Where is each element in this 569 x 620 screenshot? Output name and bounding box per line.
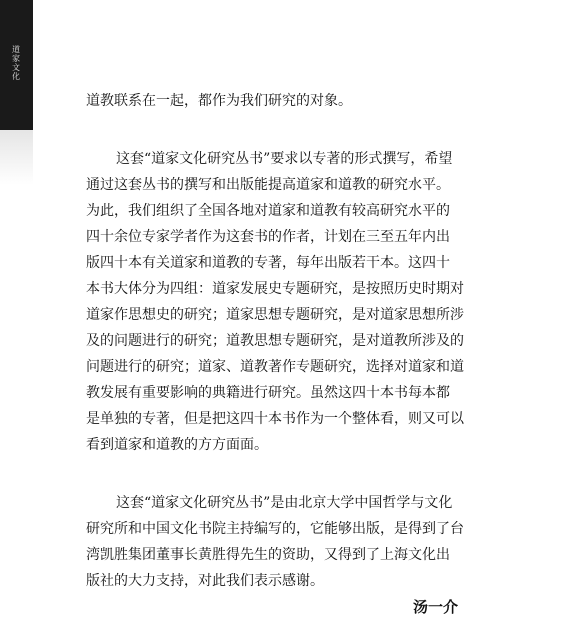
text-line: 湾凯胜集团董事长黄胜得先生的资助，又得到了上海文化出 [86,547,450,563]
text-line: 本书大体分为四组：道家发展史专题研究，是按照历史时期对 [86,281,464,297]
text-line: 道家作思想史的研究；道家思想专题研究，是对道家思想所涉 [86,307,464,323]
text-line: 研究所和中国文化书院主持编写的，它能够出版，是得到了台 [86,521,464,537]
text-line: 版四十本有关道家和道教的专著，每年出版若干本。这四十 [86,255,450,271]
text-line: 为此，我们组织了全国各地对道家和道教有较高研究水平的 [86,203,450,219]
spine-shadow [0,130,33,185]
book-spine-strip [0,0,33,130]
text-line: 四十余位专家学者作为这套书的作者，计划在三至五年内出 [86,229,450,245]
text-line: 问题进行的研究；道家、道教著作专题研究，选择对道家和道 [86,359,464,375]
paragraph-3 [86,490,498,594]
text-line: 教发展有重要影响的典籍进行研究。虽然这四十本书每本都 [86,385,450,401]
text-line: 看到道家和道教的方方面面。 [86,437,268,453]
paragraph-2 [86,146,498,458]
text-line: 版社的大力支持，对此我们表示感谢。 [86,573,324,589]
text-line: 通过这套丛书的撰写和出版能提高道家和道教的研究水平。 [86,177,450,193]
spine-label: 道家文化 [12,45,20,81]
text-line: 道教联系在一起，都作为我们研究的对象。 [86,93,352,109]
document-body [86,88,498,620]
author-signature: 汤一介 [412,598,458,616]
text-line: 及的问题进行的研究；道教思想专题研究，是对道教所涉及的 [86,333,464,349]
text-line: 这套“道家文化研究丛书”要求以专著的形式撰写，希望 [116,151,453,167]
text-line: 这套“道家文化研究丛书”是由北京大学中国哲学与文化 [116,495,453,511]
paragraph-1 [86,88,498,114]
text-line: 是单独的专著，但是把这四十本书作为一个整体看，则又可以 [86,411,464,427]
